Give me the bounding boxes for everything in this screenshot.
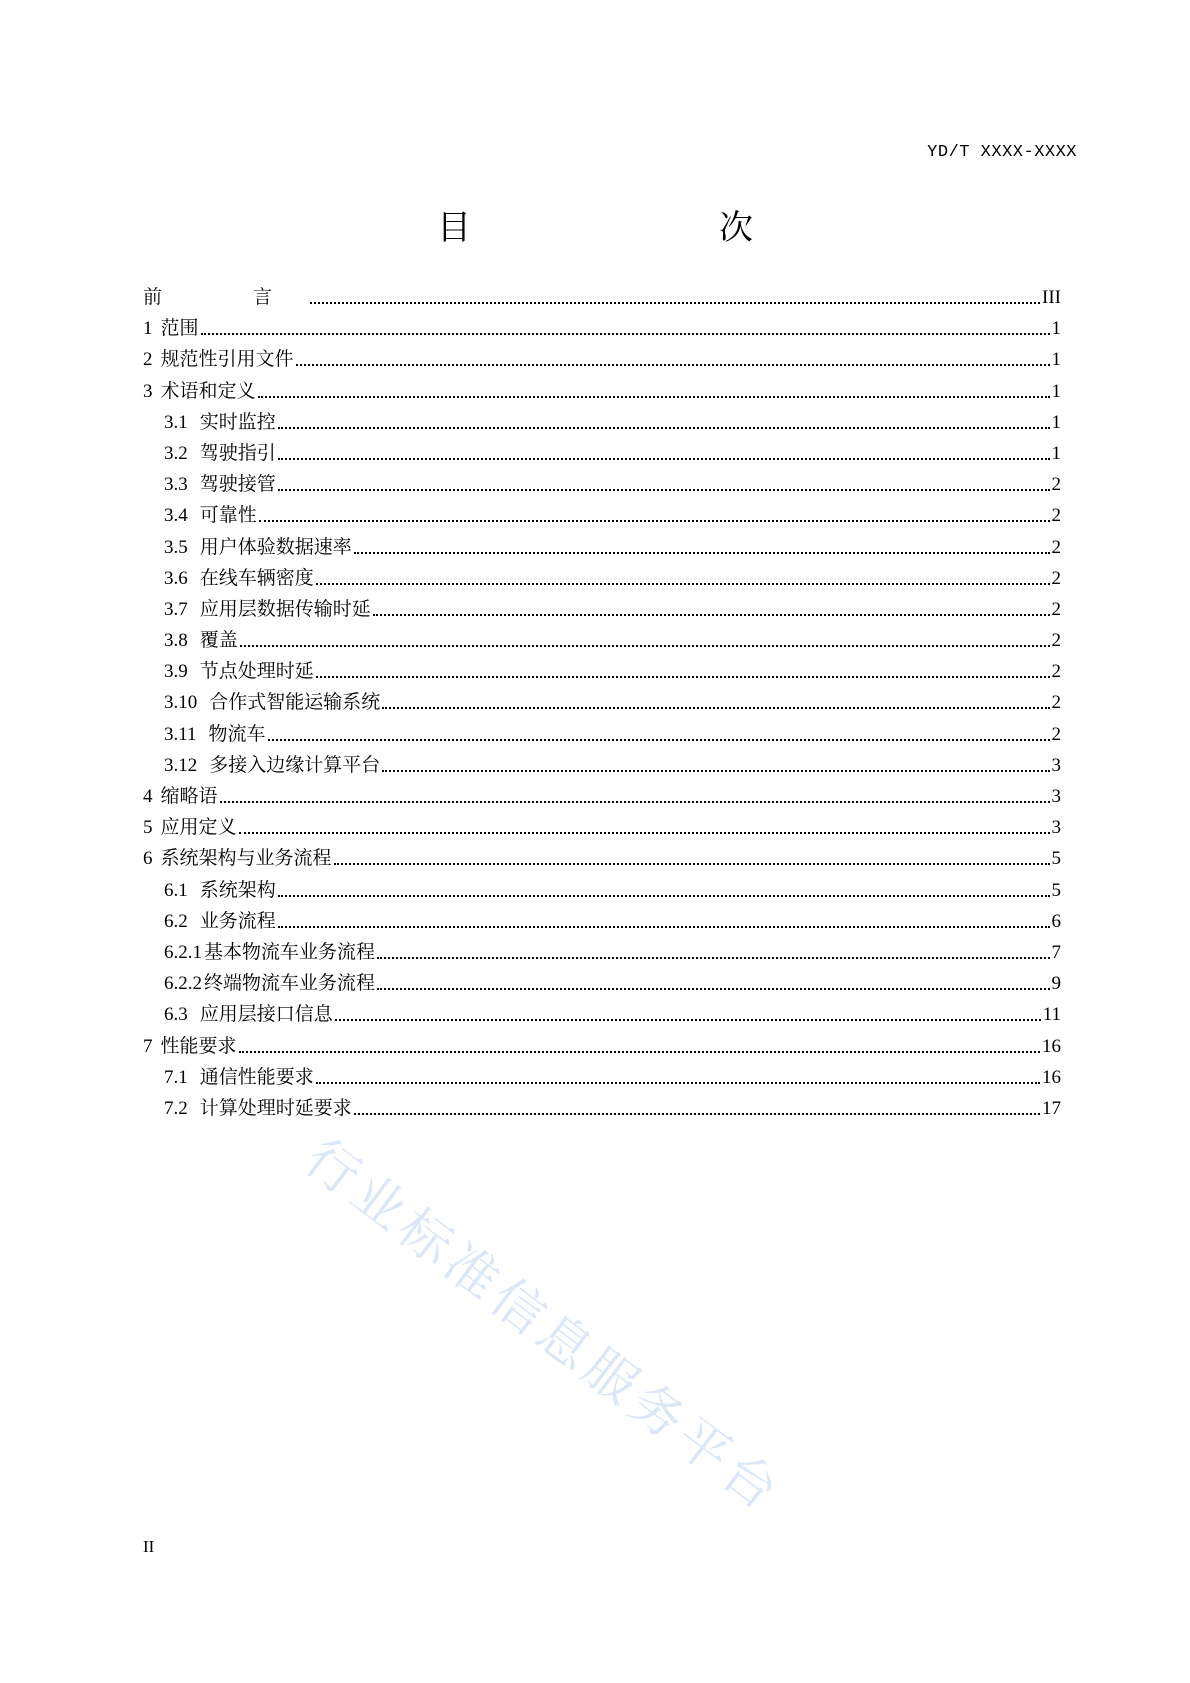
toc-entry[interactable] [143,309,1061,340]
toc-entry-number: 6.3 [164,1004,188,1026]
toc-entry-label: 用户体验数据速率 [199,536,352,558]
toc-entry-page: 17 [1042,1097,1061,1119]
toc-entry-page: 1 [1051,411,1061,433]
toc-dot-leader [220,800,1050,803]
toc-entry[interactable] [143,434,1061,465]
toc-entry-label: 实时监控 [199,411,276,433]
toc-dot-leader [240,644,1050,647]
toc-dot-leader [278,457,1050,460]
toc-dot-leader [373,613,1050,616]
toc-entry-label: 应用层数据传输时延 [199,598,371,620]
toc-entry[interactable] [143,870,1061,901]
toc-entry-label: 驾驶接管 [199,474,276,496]
toc-entry-label: 基本物流车业务流程 [204,941,376,963]
toc-entry-label: 范围 [160,318,199,340]
toc-entry-page: 16 [1042,1066,1061,1088]
toc-entry-number: 3.11 [164,723,197,745]
toc-entry-number: 5 [143,817,153,839]
toc-entry-page: 3 [1051,786,1061,807]
toc-dot-leader [382,769,1049,772]
toc-entry-number: 3.12 [164,754,198,776]
toc-dot-leader [316,1081,1040,1084]
toc-dot-leader [239,831,1050,834]
toc-dot-leader [377,987,1049,990]
toc-entry-page: 9 [1051,973,1061,995]
toc-entry-label: 物流车 [208,723,266,745]
toc-entry-number: 3.4 [164,505,188,527]
toc-entry-label: 节点处理时延 [199,661,314,683]
toc-entry-label: 终端物流车业务流程 [204,973,376,995]
toc-entry-page: 11 [1042,1004,1061,1026]
toc-entry-number: 3.5 [164,536,188,558]
toc-entry[interactable] [143,652,1061,683]
toc-dot-leader [310,301,1040,304]
toc-entry-label: 合作式智能运输系统 [209,692,381,714]
toc-entry-label: 术语和定义 [160,380,256,402]
toc-entry-page: 2 [1051,723,1061,745]
toc-entry-page: III [1042,287,1061,308]
toc-entry[interactable] [143,746,1061,777]
toc-entry-label: 应用定义 [160,817,237,839]
toc-entry-label: 系统架构与业务流程 [160,848,332,870]
toc-dot-leader [316,582,1050,585]
toc-dot-leader [335,1018,1041,1021]
toc-entry[interactable] [143,902,1061,933]
toc-entry-number: 6 [143,848,153,870]
toc-entry-label: 覆盖 [199,630,238,652]
toc-entry-page: 7 [1051,941,1061,963]
toc-entry-page: 2 [1051,505,1061,527]
watermark: 行业标准信息服务平台 [293,1127,793,1525]
toc-entry[interactable] [143,683,1061,714]
toc-entry[interactable] [143,340,1061,371]
toc-entry-page: 3 [1051,817,1061,839]
toc-dot-leader [278,488,1050,491]
toc-entry-label: 应用层接口信息 [199,1004,333,1026]
toc-entry[interactable] [143,559,1061,590]
toc-entry[interactable] [143,496,1061,527]
toc-entry-page: 1 [1051,349,1061,371]
toc-entry-number: 3.3 [164,474,188,496]
toc-entry-number: 3.10 [164,692,198,714]
toc-entry-number: 6.1 [164,879,188,901]
toc-entry-number: 3.8 [164,630,188,652]
toc-entry-number: 3.7 [164,598,188,620]
toc-dot-leader [259,519,1050,522]
toc-entry[interactable] [143,933,1061,964]
toc-entry-page: 5 [1051,879,1061,901]
toc-entry-page: 1 [1051,442,1061,464]
toc-entry-page: 2 [1051,598,1061,620]
toc-entry[interactable] [143,1026,1061,1057]
toc-entry-label: 缩略语 [160,786,218,807]
toc-dot-leader [201,332,1050,335]
toc-dot-leader [239,1050,1040,1053]
toc-title: 目 次 [437,208,813,248]
toc-entry-page: 1 [1051,318,1061,340]
page-number: II [143,1537,155,1556]
toc-entry-page: 1 [1051,380,1061,402]
toc-entry-page: 2 [1051,630,1061,652]
toc-entry-label: 前 言 [143,287,309,308]
toc-entry-label: 规范性引用文件 [160,349,294,371]
toc-entry-label: 通信性能要求 [199,1066,314,1088]
toc-entry-number: 1 [143,318,153,340]
toc-entry[interactable] [143,403,1061,434]
toc-entry[interactable] [143,465,1061,496]
toc-dot-leader [316,675,1050,678]
toc-entry-label: 在线车辆密度 [199,567,314,589]
toc-dot-leader [278,894,1050,897]
toc-entry-page: 2 [1051,536,1061,558]
toc-entry[interactable] [143,808,1061,839]
toc-entry-label: 计算处理时延要求 [199,1097,352,1119]
toc-entry[interactable] [143,527,1061,558]
toc-entry-number: 3.2 [164,442,188,464]
toc-entry-number: 3.9 [164,661,188,683]
document-code: YD/T XXXX-XXXX [927,143,1077,162]
toc-entry-number: 7.1 [164,1066,188,1088]
toc-entry-number: 7 [143,1035,153,1057]
toc-entry-label: 系统架构 [199,879,276,901]
toc-entry[interactable] [143,1089,1061,1120]
toc-entry[interactable] [143,839,1061,870]
toc-entry-page: 6 [1051,910,1061,932]
toc-dot-leader [258,395,1050,398]
toc-entry-number: 6.2.1 [164,941,202,963]
toc-entry-page: 2 [1051,474,1061,496]
toc-dot-leader [382,706,1049,709]
toc-entry[interactable] [143,714,1061,745]
toc-entry[interactable] [143,964,1061,995]
toc-entry-number: 3 [143,380,153,402]
toc-entry-number: 2 [143,349,153,371]
toc-dot-leader [354,551,1050,554]
toc-entry-page: 5 [1051,848,1061,870]
table-of-contents [143,264,1061,1120]
toc-dot-leader [278,925,1050,928]
toc-dot-leader [354,1112,1040,1115]
toc-dot-leader [296,363,1050,366]
toc-entry-page: 2 [1051,661,1061,683]
toc-entry[interactable] [143,371,1061,402]
toc-entry[interactable] [143,777,1061,808]
toc-entry-number: 4 [143,786,153,807]
toc-entry-number: 6.2.2 [164,973,202,995]
toc-dot-leader [334,862,1050,865]
toc-entry[interactable] [143,621,1061,652]
toc-entry-label: 业务流程 [199,910,276,932]
toc-entry-label: 可靠性 [199,505,257,527]
toc-entry-label: 驾驶指引 [199,442,276,464]
toc-entry-label: 多接入边缘计算平台 [209,754,381,776]
toc-dot-leader [268,738,1050,741]
toc-entry[interactable] [143,995,1061,1026]
toc-entry-page: 16 [1042,1035,1061,1057]
toc-entry-number: 7.2 [164,1097,188,1119]
toc-entry[interactable] [143,1058,1061,1089]
toc-dot-leader [377,956,1049,959]
toc-entry-page: 3 [1051,754,1061,776]
toc-entry-preface[interactable] [143,264,1061,309]
toc-entry-label: 性能要求 [160,1035,237,1057]
toc-entry[interactable] [143,590,1061,621]
toc-entry-page: 2 [1051,567,1061,589]
toc-entry-page: 2 [1051,692,1061,714]
toc-dot-leader [278,426,1050,429]
toc-entry-number: 6.2 [164,910,188,932]
toc-entry-number: 3.1 [164,411,188,433]
toc-entry-number: 3.6 [164,567,188,589]
